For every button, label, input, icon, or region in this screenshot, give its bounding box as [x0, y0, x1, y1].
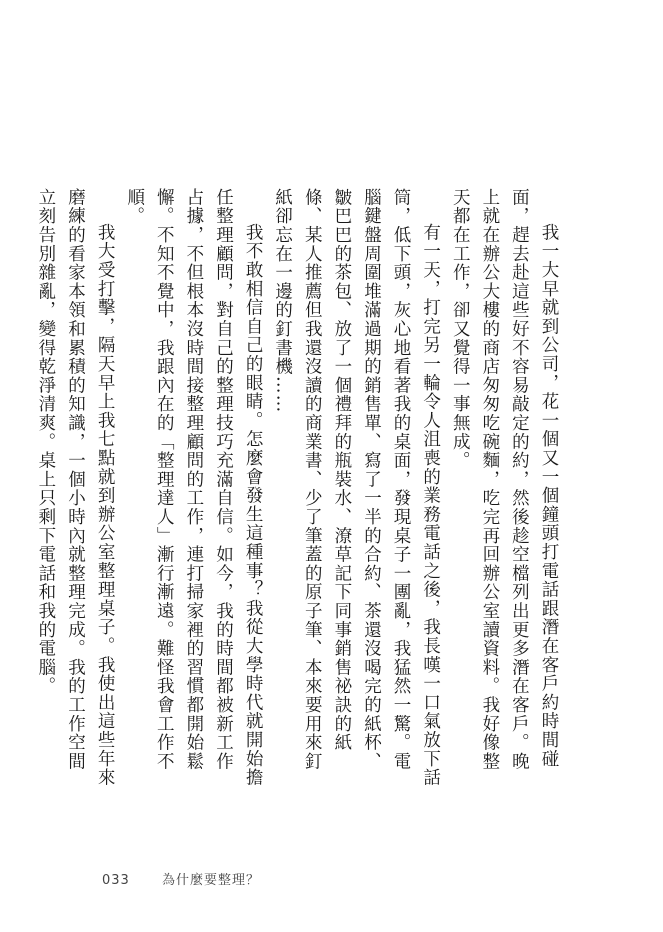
paragraph: 我不敢相信自己的眼睛。怎麼會發生這種事？我從大學時代就開始擔任整理顧問，對自己的整理技巧充滿自信。如今，我的時間都被新工作占據，不但根本沒時間接整理顧問的工作，連打掃家裡的習慣都開始鬆懈。不知不覺中，我跟內在的「整理達人」漸行漸遠。難怪我會工作不順。 [124, 188, 264, 787]
page-footer [102, 869, 260, 888]
paragraph: 我大受打擊，隔天早上我七點就到辦公室整理桌子。我使出這些年來磨練的看家本領和累積的知識，一個小時內就整理完成。我的工作空間立刻告別雜亂，變得乾淨清爽。桌上只剩下電話和我的電腦。 [35, 188, 116, 787]
paragraph: 我一大早就到公司，花一個又一個鐘頭打電話跟潛在客戶約時間碰面，趕去赴這些好不容易敲定的約，然後趁空檔列出更多潛在客戶。晚上就在辦公大樓的商店匆匆吃碗麵，吃完再回辦公室讀資料。我好像整天都在工作，卻又覺得一事無成。 [450, 188, 559, 771]
page-number: 033 [102, 873, 130, 888]
chapter-title: 為什麼要整理？ [161, 873, 260, 888]
paragraph: 有一天，打完另一輪令人沮喪的業務電話之後，我長嘆一口氣放下話筒，低下頭，灰心地看著我的桌面，發現桌子一團亂，我猛然一驚。電腦鍵盤周圍堆滿過期的銷售單、寫了一半的合約、茶還沒喝完的紙杯、皺巴巴的茶包、放了一個禮拜的瓶裝水、潦草記下同事銷售祕訣的紙條、某人推薦但我還沒讀的商業書、少了筆蓋的原子筆、本來要用來釘紙卻忘在一邊的釘書機…… [272, 188, 441, 787]
body-text [30, 188, 563, 788]
